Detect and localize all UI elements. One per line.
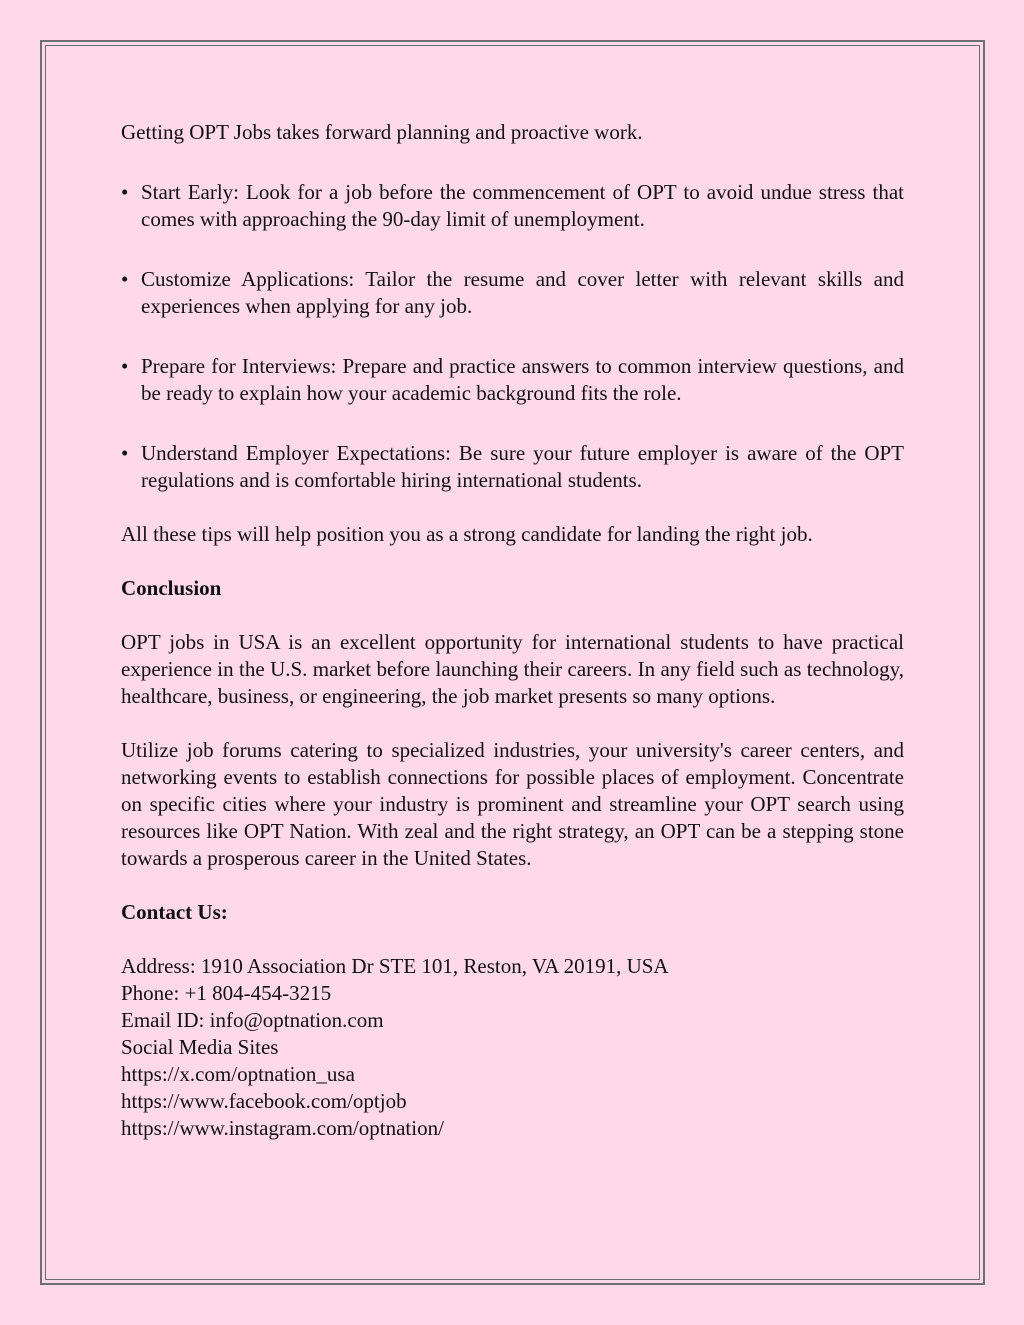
- tip-text: Prepare for Interviews: Prepare and practice answers to common interview questions, and be ready to explain how your academic background fits the role.: [141, 354, 904, 405]
- contact-block: [121, 953, 904, 1142]
- tip-item: [121, 266, 904, 320]
- tip-text: Customize Applications: Tailor the resume and cover letter with relevant skills and experiences when applying for any job.: [141, 267, 904, 318]
- tip-item: [121, 179, 904, 233]
- contact-heading: Contact Us:: [121, 900, 228, 924]
- contact-email: Email ID: info@optnation.com: [121, 1008, 384, 1032]
- tip-item: [121, 440, 904, 494]
- intro-paragraph: Getting OPT Jobs takes forward planning and proactive work.: [121, 120, 643, 144]
- tip-text: Start Early: Look for a job before the commencement of OPT to avoid undue stress that comes with approaching the 90-day limit of unemployment.: [141, 180, 904, 231]
- tips-list: [121, 179, 904, 494]
- social-media-label: Social Media Sites: [121, 1035, 279, 1059]
- conclusion-paragraph: OPT jobs in USA is an excellent opportunity for international students to have practical experience in the U.S. market before launching their careers. In any field such as technology, healthcare, business, or engineering, the job market presents so many options.: [121, 630, 904, 708]
- document-content: [121, 119, 904, 1142]
- social-link-facebook: https://www.facebook.com/optjob: [121, 1089, 407, 1113]
- tip-text: Understand Employer Expectations: Be sure your future employer is aware of the OPT regulations and is comfortable hiring international students.: [141, 441, 904, 492]
- bullet-icon: •: [121, 354, 129, 378]
- bullet-icon: •: [121, 441, 129, 465]
- contact-address: Address: 1910 Association Dr STE 101, Reston, VA 20191, USA: [121, 954, 669, 978]
- contact-phone: Phone: +1 804-454-3215: [121, 981, 332, 1005]
- conclusion-paragraph: Utilize job forums catering to specialized industries, your university's career centers, and networking events to establish connections for possible places of employment. Concentrate on specific cities where your industry is prominent and streamline your OPT search using resources like OPT Nation. With zeal and the right strategy, an OPT can be a stepping stone towards a prosperous career in the United States.: [121, 738, 904, 870]
- conclusion-heading: Conclusion: [121, 576, 222, 600]
- bullet-icon: •: [121, 180, 129, 204]
- summary-paragraph: All these tips will help position you as a strong candidate for landing the right job.: [121, 522, 813, 546]
- social-link-instagram: https://www.instagram.com/optnation/: [121, 1116, 444, 1140]
- social-link-x: https://x.com/optnation_usa: [121, 1062, 355, 1086]
- bullet-icon: •: [121, 267, 129, 291]
- tip-item: [121, 353, 904, 407]
